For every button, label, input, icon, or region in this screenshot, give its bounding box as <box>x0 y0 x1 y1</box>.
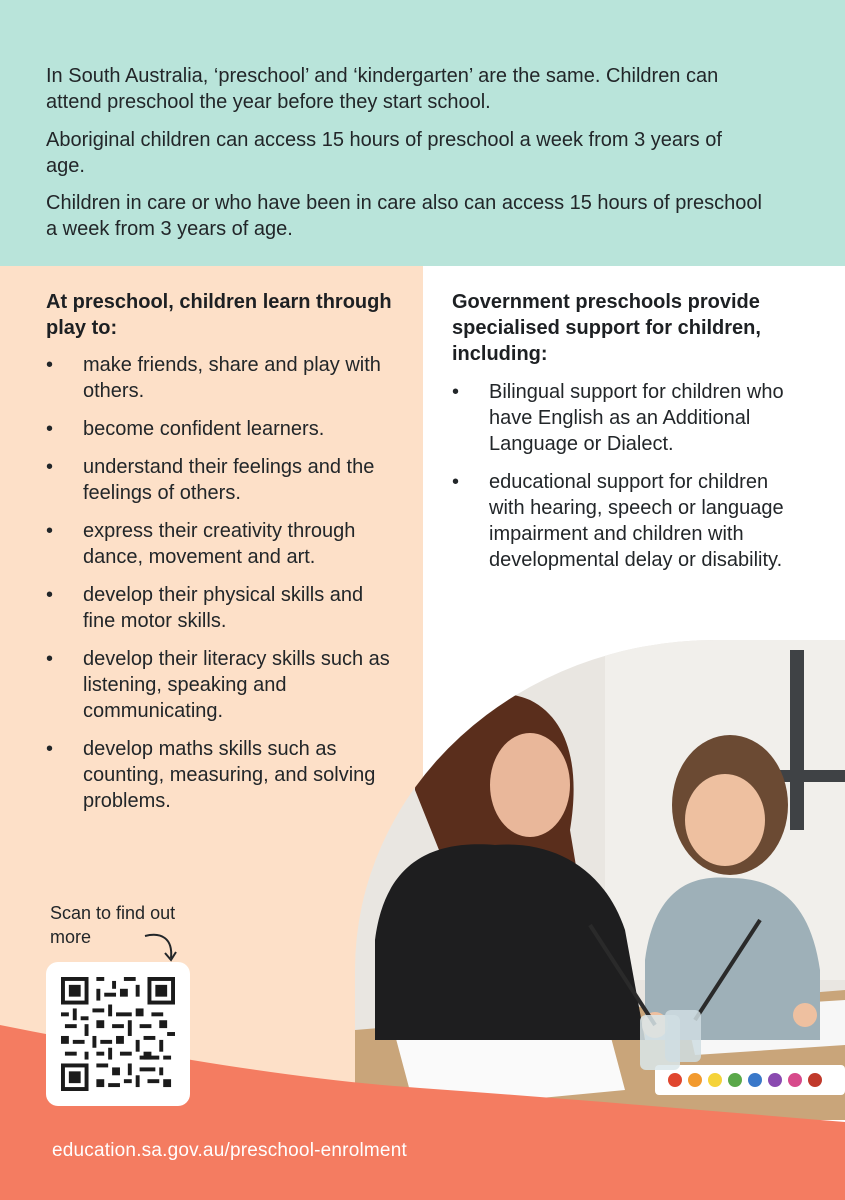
support-list <box>452 379 802 585</box>
learn-list <box>46 352 396 826</box>
list-item: • develop maths skills such as counting, measuring, and solving problems. <box>46 736 396 814</box>
intro-band <box>0 0 845 266</box>
qr-code[interactable] <box>46 962 190 1106</box>
support-heading: Government preschools provide specialised support for children, including: <box>452 291 761 365</box>
list-item: • Bilingual support for children who have English as an Additional Language or Dialect. <box>452 379 802 457</box>
list-item: • express their creativity through dance, movement and art. <box>46 518 396 570</box>
list-item: • make friends, share and play with others. <box>46 352 396 404</box>
intro-paragraph-3: Children in care or who have been in care also can access 15 hours of preschool a week from 3 years of age. <box>46 192 762 240</box>
intro-paragraph-2: Aboriginal children can access 15 hours of preschool a week from 3 years of age. <box>46 129 722 177</box>
list-item: • develop their literacy skills such as listening, speaking and communicating. <box>46 646 396 724</box>
learn-heading: At preschool, children learn through play to: <box>46 291 392 339</box>
intro-paragraph-1: In South Australia, ‘preschool’ and ‘kindergarten’ are the same. Children can attend preschool the year before they start school. <box>46 65 719 113</box>
list-item: • become confident learners. <box>46 416 396 442</box>
list-item: • develop their physical skills and fine motor skills. <box>46 582 396 634</box>
qr-code-icon <box>61 977 175 1091</box>
list-item: • educational support for children with hearing, speech or language impairment and children with developmental delay or disability. <box>452 469 802 573</box>
list-item: • understand their feelings and the feelings of others. <box>46 454 396 506</box>
footer-url-link[interactable]: education.sa.gov.au/preschool-enrolment <box>52 1140 407 1161</box>
scan-label: Scan to find out more <box>50 903 176 947</box>
